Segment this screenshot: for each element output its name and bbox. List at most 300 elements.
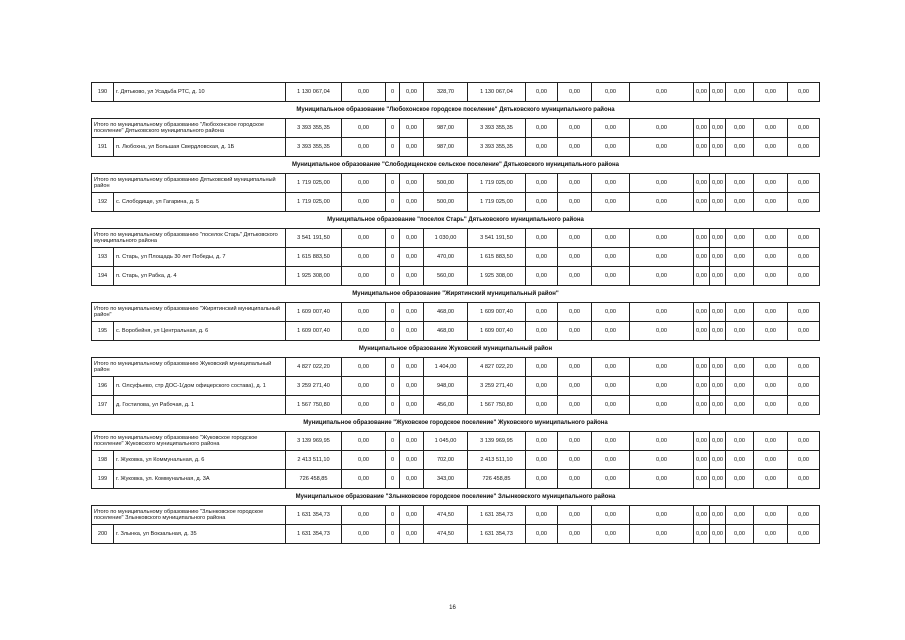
value-cell: 0,00 — [342, 138, 386, 157]
value-cell: 0 — [386, 248, 400, 267]
value-cell: 0,00 — [726, 229, 754, 248]
subtotal-row — [92, 119, 820, 138]
value-cell: 0,00 — [630, 174, 694, 193]
value-cell: 1 404,00 — [424, 358, 468, 377]
value-cell: 0,00 — [558, 506, 592, 525]
value-cell: 4 827 022,20 — [468, 358, 526, 377]
row-number: 192 — [92, 193, 114, 212]
value-cell: 0,00 — [558, 451, 592, 470]
value-cell: 0,00 — [726, 138, 754, 157]
value-cell: 0,00 — [342, 303, 386, 322]
subtotal-row — [92, 174, 820, 193]
value-cell: 0,00 — [400, 451, 424, 470]
value-cell: 0,00 — [526, 451, 558, 470]
table-row — [92, 470, 820, 489]
subtotal-row — [92, 229, 820, 248]
value-cell: 1 609 007,40 — [286, 322, 342, 341]
page-number: 16 — [449, 605, 456, 611]
value-cell: 0,00 — [726, 119, 754, 138]
value-cell: 0,00 — [710, 229, 726, 248]
value-cell: 0,00 — [526, 267, 558, 286]
value-cell: 0,00 — [726, 267, 754, 286]
value-cell: 0,00 — [558, 303, 592, 322]
row-number: 197 — [92, 396, 114, 415]
value-cell: 0,00 — [526, 193, 558, 212]
value-cell: 0,00 — [726, 358, 754, 377]
value-cell: 0,00 — [526, 303, 558, 322]
subtotal-label: Итого по муниципальному образованию Жуковский муниципальный район — [92, 358, 286, 377]
value-cell: 0,00 — [754, 193, 788, 212]
value-cell: 0,00 — [694, 525, 710, 544]
value-cell: 0,00 — [400, 229, 424, 248]
value-cell: 0,00 — [558, 119, 592, 138]
value-cell: 1 615 883,50 — [286, 248, 342, 267]
value-cell: 0,00 — [592, 229, 630, 248]
address-cell: г. Жуковка, ул. Коммунальная, д. 3А — [114, 470, 286, 489]
value-cell: 0,00 — [592, 377, 630, 396]
address-cell: с. Слободище, ул Гагарина, д. 5 — [114, 193, 286, 212]
value-cell: 0,00 — [558, 377, 592, 396]
value-cell: 0 — [386, 193, 400, 212]
value-cell: 1 719 025,00 — [286, 193, 342, 212]
value-cell: 343,00 — [424, 470, 468, 489]
value-cell: 0,00 — [726, 377, 754, 396]
value-cell: 0,00 — [710, 525, 726, 544]
value-cell: 0,00 — [788, 83, 820, 102]
value-cell: 702,00 — [424, 451, 468, 470]
value-cell: 0,00 — [694, 174, 710, 193]
value-cell: 3 541 191,50 — [286, 229, 342, 248]
value-cell: 1 631 354,73 — [286, 525, 342, 544]
value-cell: 1 719 025,00 — [286, 174, 342, 193]
value-cell: 0,00 — [400, 396, 424, 415]
value-cell: 0,00 — [400, 267, 424, 286]
section-header-row — [92, 341, 820, 358]
value-cell: 0,00 — [558, 248, 592, 267]
value-cell: 0,00 — [710, 377, 726, 396]
value-cell: 0 — [386, 267, 400, 286]
value-cell: 0,00 — [558, 229, 592, 248]
value-cell: 0,00 — [526, 229, 558, 248]
subtotal-label: Итого по муниципальному образованию "Жуковское городское поселение" Жуковского муниципального района — [92, 432, 286, 451]
table-row — [92, 193, 820, 212]
value-cell: 2 413 511,10 — [468, 451, 526, 470]
row-number: 200 — [92, 525, 114, 544]
value-cell: 0,00 — [526, 138, 558, 157]
value-cell: 0,00 — [400, 322, 424, 341]
value-cell: 0,00 — [694, 193, 710, 212]
value-cell: 0,00 — [710, 174, 726, 193]
value-cell: 0,00 — [342, 451, 386, 470]
address-cell: г. Злынка, ул Вокзальная, д. 35 — [114, 525, 286, 544]
value-cell: 0,00 — [630, 451, 694, 470]
value-cell: 0,00 — [558, 396, 592, 415]
value-cell: 468,00 — [424, 322, 468, 341]
value-cell: 0,00 — [788, 174, 820, 193]
value-cell: 0 — [386, 506, 400, 525]
value-cell: 0,00 — [710, 83, 726, 102]
value-cell: 0,00 — [726, 470, 754, 489]
value-cell: 987,00 — [424, 138, 468, 157]
value-cell: 2 413 511,10 — [286, 451, 342, 470]
value-cell: 0,00 — [710, 451, 726, 470]
value-cell: 0,00 — [754, 432, 788, 451]
value-cell: 0 — [386, 470, 400, 489]
value-cell: 0,00 — [342, 525, 386, 544]
value-cell: 0,00 — [754, 174, 788, 193]
value-cell: 1 925 308,00 — [468, 267, 526, 286]
value-cell: 0 — [386, 358, 400, 377]
subtotal-label: Итого по муниципальному образованию "поселок Старь" Дятьковского муниципального района — [92, 229, 286, 248]
value-cell: 0,00 — [526, 470, 558, 489]
value-cell: 0,00 — [630, 525, 694, 544]
section-header-row — [92, 415, 820, 432]
value-cell: 0,00 — [788, 451, 820, 470]
value-cell: 0,00 — [630, 358, 694, 377]
row-number: 193 — [92, 248, 114, 267]
value-cell: 0,00 — [630, 229, 694, 248]
value-cell: 0,00 — [630, 267, 694, 286]
value-cell: 1 609 007,40 — [468, 322, 526, 341]
value-cell: 500,00 — [424, 193, 468, 212]
value-cell: 0,00 — [710, 303, 726, 322]
value-cell: 0,00 — [526, 322, 558, 341]
subtotal-row — [92, 506, 820, 525]
value-cell: 0,00 — [788, 303, 820, 322]
value-cell: 0,00 — [754, 322, 788, 341]
value-cell: 0,00 — [788, 248, 820, 267]
value-cell: 726 458,85 — [286, 470, 342, 489]
value-cell: 0,00 — [558, 193, 592, 212]
value-cell: 0,00 — [526, 432, 558, 451]
value-cell: 0,00 — [694, 303, 710, 322]
value-cell: 4 827 022,20 — [286, 358, 342, 377]
budget-table-container — [91, 82, 819, 544]
value-cell: 0,00 — [592, 322, 630, 341]
value-cell: 0,00 — [526, 174, 558, 193]
section-title: Муниципальное образование Жуковский муниципальный район — [358, 345, 553, 352]
value-cell: 0,00 — [694, 322, 710, 341]
value-cell: 0,00 — [630, 377, 694, 396]
value-cell: 0,00 — [788, 377, 820, 396]
value-cell: 0,00 — [400, 193, 424, 212]
value-cell: 0,00 — [710, 322, 726, 341]
value-cell: 0,00 — [342, 267, 386, 286]
value-cell: 0,00 — [754, 451, 788, 470]
value-cell: 0,00 — [710, 358, 726, 377]
value-cell: 0,00 — [630, 138, 694, 157]
table-row — [92, 267, 820, 286]
section-header-row — [92, 286, 820, 303]
value-cell: 1 925 308,00 — [286, 267, 342, 286]
value-cell: 0,00 — [788, 229, 820, 248]
value-cell: 0,00 — [754, 138, 788, 157]
value-cell: 0,00 — [788, 506, 820, 525]
value-cell: 0,00 — [710, 506, 726, 525]
value-cell: 328,70 — [424, 83, 468, 102]
value-cell: 0,00 — [400, 470, 424, 489]
value-cell: 0,00 — [726, 396, 754, 415]
value-cell: 0,00 — [400, 432, 424, 451]
value-cell: 0,00 — [526, 248, 558, 267]
value-cell: 0,00 — [710, 432, 726, 451]
value-cell: 0,00 — [694, 119, 710, 138]
value-cell: 0,00 — [788, 119, 820, 138]
value-cell: 0,00 — [694, 432, 710, 451]
value-cell: 0,00 — [630, 119, 694, 138]
value-cell: 0,00 — [400, 377, 424, 396]
value-cell: 0,00 — [592, 451, 630, 470]
value-cell: 0,00 — [694, 451, 710, 470]
value-cell: 0,00 — [592, 525, 630, 544]
value-cell: 0,00 — [400, 303, 424, 322]
value-cell: 0,00 — [726, 322, 754, 341]
value-cell: 0,00 — [630, 83, 694, 102]
address-cell: п. Старь, ул Рабка, д. 4 — [114, 267, 286, 286]
value-cell: 0 — [386, 138, 400, 157]
value-cell: 0,00 — [630, 470, 694, 489]
value-cell: 0,00 — [694, 83, 710, 102]
value-cell: 0,00 — [592, 138, 630, 157]
value-cell: 0,00 — [630, 396, 694, 415]
subtotal-label: Итого по муниципальному образованию "Злынковское городское поселение" Злынковского муниципального района — [92, 506, 286, 525]
value-cell: 0,00 — [788, 470, 820, 489]
table-row — [92, 396, 820, 415]
value-cell: 0,00 — [558, 267, 592, 286]
value-cell: 948,00 — [424, 377, 468, 396]
value-cell: 3 393 355,35 — [468, 119, 526, 138]
address-cell: п. Олсуфьево, стр ДОС-1(дом офицерского состава), д. 1 — [114, 377, 286, 396]
value-cell: 3 259 271,40 — [286, 377, 342, 396]
value-cell: 1 567 750,80 — [468, 396, 526, 415]
value-cell: 0,00 — [342, 358, 386, 377]
value-cell: 1 719 025,00 — [468, 174, 526, 193]
row-number: 195 — [92, 322, 114, 341]
value-cell: 0,00 — [726, 174, 754, 193]
row-number: 191 — [92, 138, 114, 157]
value-cell: 0,00 — [726, 506, 754, 525]
value-cell: 0,00 — [788, 358, 820, 377]
row-number: 198 — [92, 451, 114, 470]
value-cell: 0,00 — [694, 506, 710, 525]
value-cell: 0,00 — [342, 396, 386, 415]
value-cell: 0 — [386, 229, 400, 248]
value-cell: 0,00 — [754, 229, 788, 248]
value-cell: 1 130 067,04 — [468, 83, 526, 102]
value-cell: 0,00 — [694, 267, 710, 286]
value-cell: 0,00 — [558, 322, 592, 341]
value-cell: 0,00 — [754, 248, 788, 267]
value-cell: 1 609 007,40 — [286, 303, 342, 322]
row-number: 190 — [92, 83, 114, 102]
value-cell: 0,00 — [754, 377, 788, 396]
value-cell: 1 631 354,73 — [468, 525, 526, 544]
subtotal-row — [92, 303, 820, 322]
value-cell: 0,00 — [694, 377, 710, 396]
value-cell: 0,00 — [592, 193, 630, 212]
value-cell: 987,00 — [424, 119, 468, 138]
value-cell: 0,00 — [726, 451, 754, 470]
value-cell: 0,00 — [592, 119, 630, 138]
address-cell: п. Любохна, ул Большая Свердловская, д. 1Б — [114, 138, 286, 157]
value-cell: 0,00 — [592, 506, 630, 525]
value-cell: 0,00 — [526, 506, 558, 525]
address-cell: с. Воробейня, ул Центральная, д. 6 — [114, 322, 286, 341]
value-cell: 0,00 — [526, 525, 558, 544]
value-cell: 0,00 — [526, 119, 558, 138]
value-cell: 0,00 — [558, 525, 592, 544]
value-cell: 1 631 354,73 — [286, 506, 342, 525]
row-number: 199 — [92, 470, 114, 489]
value-cell: 0,00 — [710, 396, 726, 415]
value-cell: 0,00 — [400, 506, 424, 525]
value-cell: 0 — [386, 451, 400, 470]
value-cell: 1 719 025,00 — [468, 193, 526, 212]
value-cell: 0,00 — [592, 303, 630, 322]
value-cell: 0,00 — [630, 248, 694, 267]
row-number: 196 — [92, 377, 114, 396]
section-title: Муниципальное образование "Жуковское городское поселение" Жуковского муниципального района — [303, 419, 608, 426]
value-cell: 0,00 — [400, 174, 424, 193]
value-cell: 3 393 355,35 — [468, 138, 526, 157]
value-cell: 0,00 — [558, 470, 592, 489]
subtotal-label: Итого по муниципальному образованию Дятьковский муниципальный район — [92, 174, 286, 193]
section-header-row — [92, 489, 820, 506]
value-cell: 0,00 — [592, 358, 630, 377]
value-cell: 1 030,00 — [424, 229, 468, 248]
value-cell: 0,00 — [592, 432, 630, 451]
value-cell: 0,00 — [710, 470, 726, 489]
section-header-row — [92, 212, 820, 229]
table-row — [92, 83, 820, 102]
value-cell: 0,00 — [592, 248, 630, 267]
value-cell: 468,00 — [424, 303, 468, 322]
value-cell: 0 — [386, 119, 400, 138]
value-cell: 0,00 — [592, 174, 630, 193]
table-row — [92, 138, 820, 157]
value-cell: 0,00 — [526, 358, 558, 377]
value-cell: 0,00 — [754, 83, 788, 102]
value-cell: 0,00 — [726, 303, 754, 322]
value-cell: 474,50 — [424, 506, 468, 525]
table-row — [92, 377, 820, 396]
row-number: 194 — [92, 267, 114, 286]
value-cell: 0 — [386, 174, 400, 193]
value-cell: 474,50 — [424, 525, 468, 544]
value-cell: 0,00 — [342, 83, 386, 102]
value-cell: 0,00 — [342, 174, 386, 193]
value-cell: 0,00 — [342, 432, 386, 451]
value-cell: 0,00 — [694, 396, 710, 415]
value-cell: 0 — [386, 377, 400, 396]
value-cell: 0,00 — [342, 193, 386, 212]
value-cell: 0,00 — [342, 470, 386, 489]
value-cell: 0,00 — [558, 358, 592, 377]
value-cell: 0,00 — [342, 377, 386, 396]
value-cell: 560,00 — [424, 267, 468, 286]
value-cell: 0,00 — [726, 525, 754, 544]
value-cell: 726 458,85 — [468, 470, 526, 489]
value-cell: 1 045,00 — [424, 432, 468, 451]
value-cell: 0,00 — [400, 248, 424, 267]
subtotal-label: Итого по муниципальному образованию "Жирятинский муниципальный район" — [92, 303, 286, 322]
section-title: Муниципальное образование "поселок Старь" Дятьковского муниципального района — [327, 216, 584, 223]
address-cell: п. Старь, ул Площадь 30 лет Победы, д. 7 — [114, 248, 286, 267]
value-cell: 0,00 — [630, 506, 694, 525]
subtotal-row — [92, 358, 820, 377]
value-cell: 0,00 — [788, 267, 820, 286]
address-cell: г. Жуковка, ул Коммунальная, д. 6 — [114, 451, 286, 470]
value-cell: 0,00 — [726, 432, 754, 451]
value-cell: 0 — [386, 525, 400, 544]
value-cell: 0,00 — [558, 138, 592, 157]
subtotal-row — [92, 432, 820, 451]
value-cell: 456,00 — [424, 396, 468, 415]
value-cell: 0,00 — [526, 377, 558, 396]
section-title: Муниципальное образование "Слободищенское сельское поселение" Дятьковского муниципального района — [292, 161, 619, 168]
value-cell: 0 — [386, 83, 400, 102]
value-cell: 0,00 — [754, 267, 788, 286]
value-cell: 0,00 — [342, 119, 386, 138]
value-cell: 0,00 — [342, 248, 386, 267]
subtotal-label: Итого по муниципальному образованию "Любохонское городское поселение" Дятьковского муниципального района — [92, 119, 286, 138]
value-cell: 1 609 007,40 — [468, 303, 526, 322]
value-cell: 1 615 883,50 — [468, 248, 526, 267]
value-cell: 0,00 — [342, 229, 386, 248]
value-cell: 0,00 — [788, 432, 820, 451]
value-cell: 0,00 — [630, 322, 694, 341]
value-cell: 0,00 — [754, 470, 788, 489]
value-cell: 0,00 — [788, 193, 820, 212]
value-cell: 0,00 — [754, 119, 788, 138]
value-cell: 0,00 — [526, 83, 558, 102]
value-cell: 0,00 — [342, 322, 386, 341]
table-row — [92, 248, 820, 267]
value-cell: 0,00 — [592, 83, 630, 102]
value-cell: 0,00 — [694, 470, 710, 489]
value-cell: 0,00 — [558, 432, 592, 451]
value-cell: 0,00 — [342, 506, 386, 525]
value-cell: 0,00 — [788, 525, 820, 544]
value-cell: 1 130 067,04 — [286, 83, 342, 102]
value-cell: 0,00 — [558, 83, 592, 102]
section-title: Муниципальное образование "Жирятинский муниципальный район" — [352, 290, 559, 297]
value-cell: 0,00 — [592, 267, 630, 286]
value-cell: 0,00 — [754, 506, 788, 525]
value-cell: 0,00 — [400, 525, 424, 544]
value-cell: 0,00 — [400, 119, 424, 138]
table-row — [92, 451, 820, 470]
section-title: Муниципальное образование "Любохонское городское поселение" Дятьковского муниципального района — [296, 106, 615, 113]
value-cell: 0 — [386, 396, 400, 415]
table-row — [92, 525, 820, 544]
value-cell: 0,00 — [754, 396, 788, 415]
value-cell: 1 631 354,73 — [468, 506, 526, 525]
value-cell: 0,00 — [400, 358, 424, 377]
value-cell: 0,00 — [710, 119, 726, 138]
value-cell: 0 — [386, 322, 400, 341]
value-cell: 3 393 355,35 — [286, 119, 342, 138]
value-cell: 0,00 — [630, 193, 694, 212]
value-cell: 0,00 — [754, 525, 788, 544]
value-cell: 0,00 — [592, 396, 630, 415]
value-cell: 0,00 — [630, 303, 694, 322]
value-cell: 500,00 — [424, 174, 468, 193]
value-cell: 0,00 — [630, 432, 694, 451]
address-cell: г. Дятьково, ул Усадьба РТС, д. 10 — [114, 83, 286, 102]
value-cell: 0,00 — [754, 358, 788, 377]
value-cell: 0,00 — [726, 193, 754, 212]
